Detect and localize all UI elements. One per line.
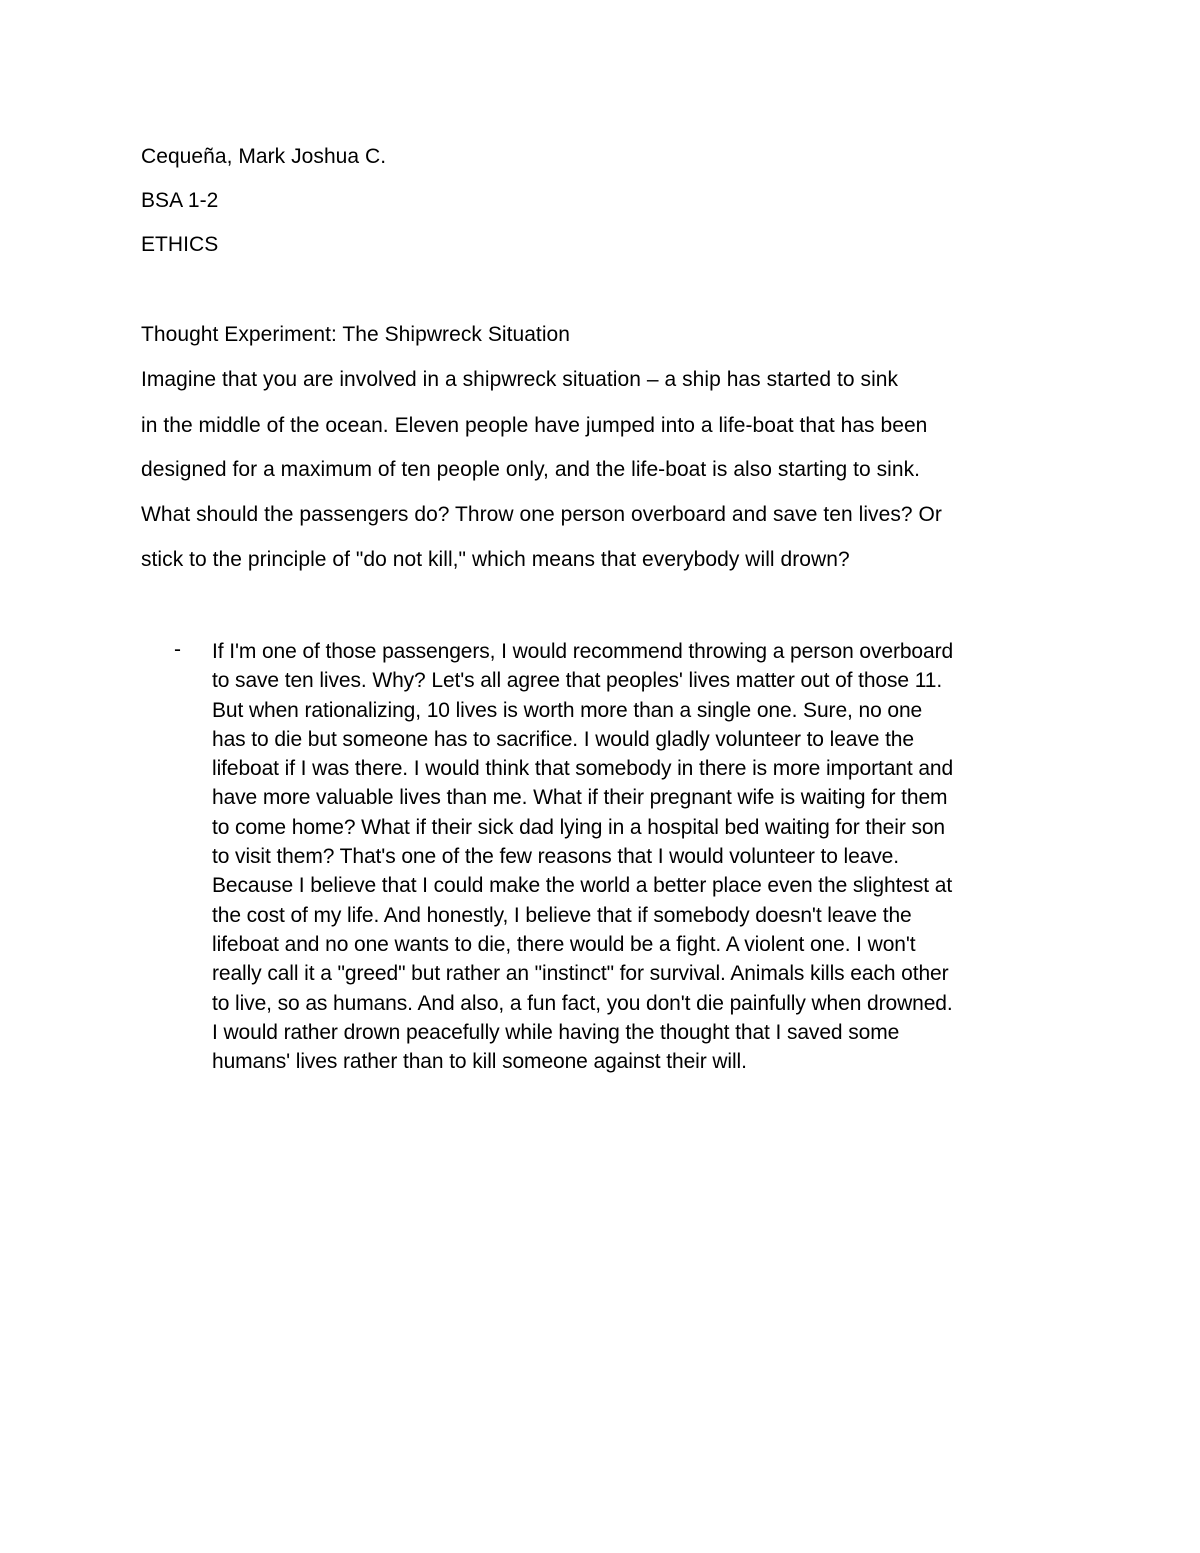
answer-line: I would rather drown peacefully while having the thought that I saved some	[212, 1020, 900, 1044]
subject-label: ETHICS	[141, 233, 219, 256]
answer-paragraph	[212, 637, 1072, 1076]
answer-line: But when rationalizing, 10 lives is worth more than a single one. Sure, no one	[212, 698, 923, 722]
answer-line: to live, so as humans. And also, a fun fact, you don't die painfully when drowned.	[212, 991, 953, 1015]
answer-line: to visit them? That's one of the few reasons that I would volunteer to leave.	[212, 845, 899, 869]
answer-line: to come home? What if their sick dad lying in a hospital bed waiting for their son	[212, 815, 946, 839]
answer-line: lifeboat and no one wants to die, there would be a fight. A violent one. I won't	[212, 932, 916, 956]
student-name: Cequeña, Mark Joshua C.	[141, 145, 387, 168]
answer-line: lifeboat if I was there. I would think that somebody in there is more important and	[212, 757, 954, 781]
answer-line: really call it a "greed" but rather an "instinct" for survival. Animals kills each other	[212, 962, 949, 986]
answer-line: the cost of my life. And honestly, I believe that if somebody doesn't leave the	[212, 903, 912, 927]
student-section: BSA 1-2	[141, 189, 219, 212]
answer-line: Because I believe that I could make the world a better place even the slightest at	[212, 874, 953, 898]
prompt-line: What should the passengers do? Throw one person overboard and save ten lives? Or	[141, 503, 942, 526]
answer-line: If I'm one of those passengers, I would recommend throwing a person overboard	[212, 640, 954, 663]
answer-line: to save ten lives. Why? Let's all agree that peoples' lives matter out of those 11.	[212, 669, 943, 693]
prompt-line: designed for a maximum of ten people only, and the life-boat is also starting to sink.	[141, 458, 921, 481]
answer-line: have more valuable lives than me. What if their pregnant wife is waiting for them	[212, 786, 948, 810]
list-bullet-dash: -	[174, 638, 181, 661]
prompt-line: stick to the principle of "do not kill," which means that everybody will drown?	[141, 548, 850, 571]
prompt-title: Thought Experiment: The Shipwreck Situation	[141, 323, 570, 346]
answer-line: has to die but someone has to sacrifice. I would gladly volunteer to leave the	[212, 727, 914, 751]
answer-line: humans' lives rather than to kill someone against their will.	[212, 1050, 747, 1074]
prompt-line: in the middle of the ocean. Eleven people have jumped into a life-boat that has been	[141, 414, 928, 437]
prompt-line: Imagine that you are involved in a shipwreck situation – a ship has started to sink	[141, 368, 899, 391]
